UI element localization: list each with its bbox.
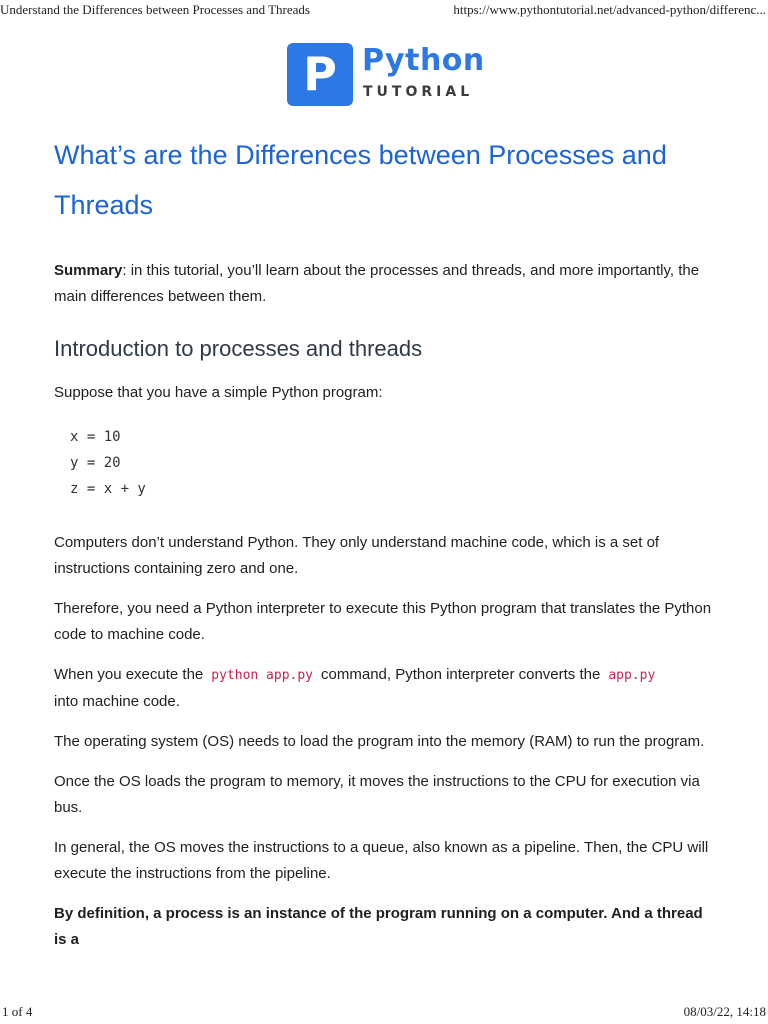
- paragraph-definition: By definition, a process is an instance of the program running on a computer. And a thread is a: [54, 905, 703, 948]
- execute-text-c: into machine code.: [54, 693, 180, 710]
- code-line: z = x + y: [70, 481, 146, 497]
- summary-text: : in this tutorial, you’ll learn about the processes and threads, and more importantly, the main differences between them.: [54, 262, 700, 305]
- print-page-url: https://www.pythontutorial.net/advanced-python/differenc...: [453, 2, 766, 17]
- intro-paragraph: Suppose that you have a simple Python program:: [54, 384, 383, 401]
- execute-text-b: command, Python interpreter converts the: [321, 666, 601, 683]
- logo-p-icon: P: [287, 43, 353, 106]
- code-line: x = 10: [70, 429, 121, 445]
- print-footer: [0, 1002, 768, 1024]
- paragraph-cpu: Once the OS loads the program to memory, it moves the instructions to the CPU for execution via bus.: [54, 773, 700, 816]
- summary-label: Summary: [54, 262, 123, 279]
- article: [54, 130, 714, 953]
- section-heading: Introduction to processes and threads: [54, 336, 423, 361]
- print-header: [0, 0, 768, 22]
- summary-paragraph: [54, 258, 714, 310]
- code-block: [54, 424, 714, 502]
- paragraph-interpreter: Therefore, you need a Python interpreter to execute this Python program that translates the Python code to machine code.: [54, 600, 712, 643]
- inline-code-file: app.py: [608, 668, 656, 683]
- logo-subtitle: TUTORIAL: [363, 84, 474, 100]
- paragraph-pipeline: In general, the OS moves the instructions to a queue, also known as a pipeline. Then, the CPU will execute the instructions from the pipeline.: [54, 839, 709, 882]
- print-page-title: Understand the Differences between Processes and Threads: [0, 2, 310, 17]
- paragraph-execute: [54, 662, 714, 715]
- paragraph-machine-code: Computers don’t understand Python. They only understand machine code, which is a set of instructions containing zero and one.: [54, 534, 660, 577]
- site-logo[interactable]: [287, 43, 487, 107]
- logo-name: Python: [362, 43, 485, 78]
- code-line: y = 20: [70, 455, 121, 471]
- article-title: What’s are the Differences between Processes and Threads: [54, 140, 667, 220]
- paragraph-memory: The operating system (OS) needs to load the program into the memory (RAM) to run the program.: [54, 733, 705, 750]
- print-date: 08/03/22, 14:18: [683, 1004, 766, 1019]
- page-number: 1 of 4: [2, 1004, 33, 1019]
- inline-code-command: python app.py: [211, 668, 314, 683]
- execute-text-a: When you execute the: [54, 666, 204, 683]
